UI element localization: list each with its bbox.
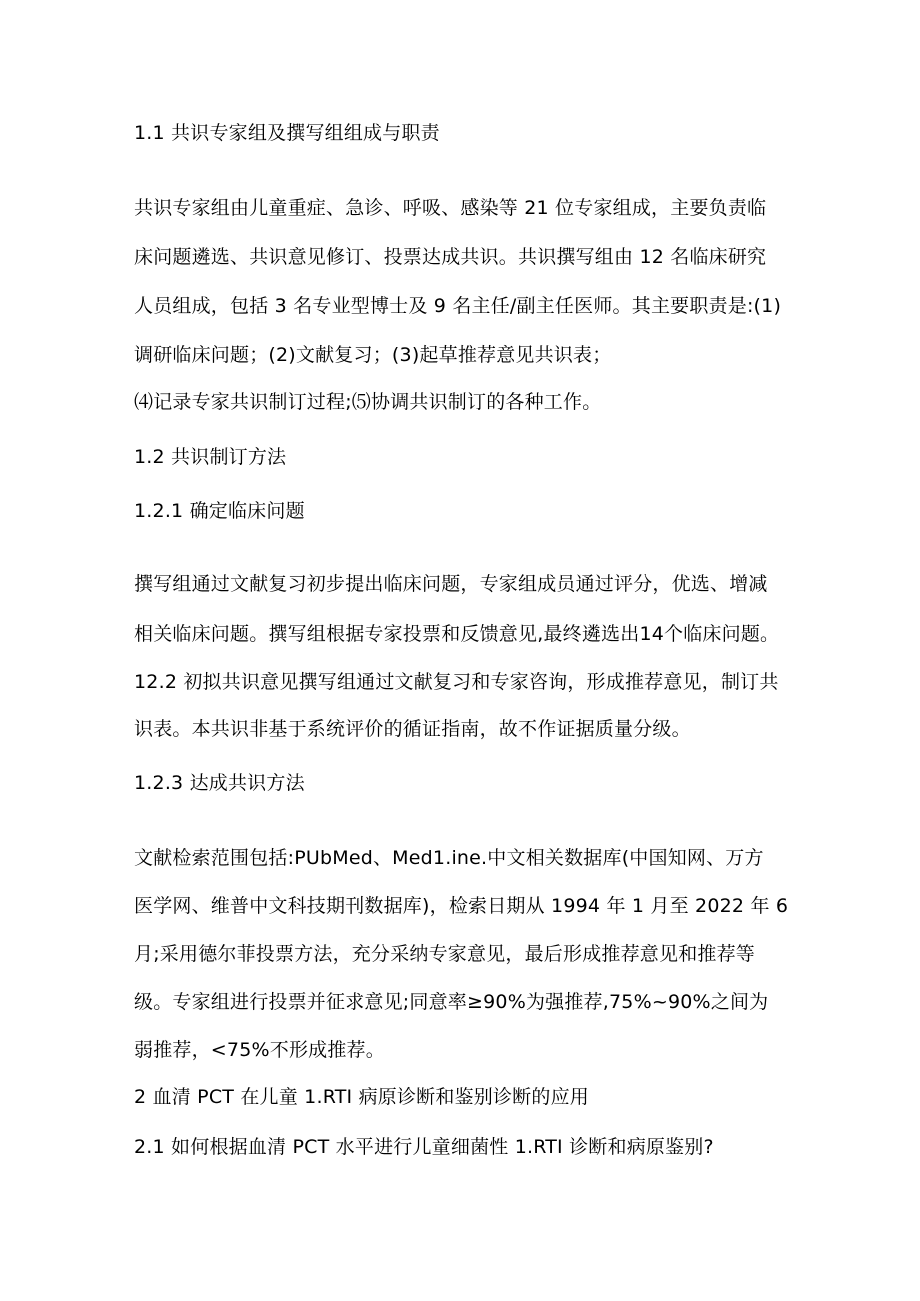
paragraph-line: 医学网、维普中文科技期刊数据库)，检索日期从 1994 年 1 月至 2022 年 6 [134, 895, 789, 917]
section-heading-2-1: 2.1 如何根据血清 PCT 水平进行儿童细菌性 1.RTI 诊断和病原鉴别? [134, 1136, 714, 1158]
paragraph-line: 识表。本共识非基于系统评价的循证指南，故不作证据质量分级。 [134, 718, 691, 740]
paragraph-line: 床问题遴选、共识意见修订、投票达成共识。共识撰写组由 12 名临床研究 [134, 246, 767, 268]
paragraph-line: 弱推荐，<75%不形成推荐。 [134, 1039, 385, 1061]
section-heading-1-1: 1.1 共识专家组及撰写组组成与职责 [134, 122, 440, 144]
section-heading-2: 2 血清 PCT 在儿童 1.RTI 病原诊断和鉴别诊断的应用 [134, 1086, 589, 1108]
paragraph-line: 共识专家组由儿童重症、急诊、呼吸、感染等 21 位专家组成，主要负责临 [134, 197, 767, 219]
section-heading-1-2: 1.2 共识制订方法 [134, 446, 287, 468]
paragraph-line: 12.2 初拟共识意见撰写组通过文献复习和专家咨询，形成推荐意见，制订共 [134, 671, 779, 693]
paragraph-line: 人员组成，包括 3 名专业型博士及 9 名主任/副主任医师。其主要职责是:(1) [134, 295, 782, 317]
paragraph-line: 级。专家组进行投票并征求意见;同意率≥90%为强推荐,75%~90%之间为 [134, 991, 769, 1013]
paragraph-line: 撰写组通过文献复习初步提出临床问题，专家组成员通过评分，优选、增减 [134, 573, 768, 595]
paragraph-line: 调研临床问题；(2)文献复习；(3)起草推荐意见共识表； [134, 344, 612, 366]
section-heading-1-2-1: 1.2.1 确定临床问题 [134, 500, 305, 522]
paragraph-line: 相关临床问题。撰写组根据专家投票和反馈意见,最终遴选出14个临床问题。 [134, 623, 780, 645]
paragraph-line: ⑷记录专家共识制订过程;⑸协调共识制订的各种工作。 [134, 391, 602, 413]
paragraph-line: 月;采用德尔菲投票方法，充分采纳专家意见，最后形成推荐意见和推荐等 [134, 943, 756, 965]
section-heading-1-2-3: 1.2.3 达成共识方法 [134, 772, 305, 794]
paragraph-line: 文献检索范围包括:PUbMed、Med1.ine.中文相关数据库(中国知网、万方 [134, 847, 764, 869]
